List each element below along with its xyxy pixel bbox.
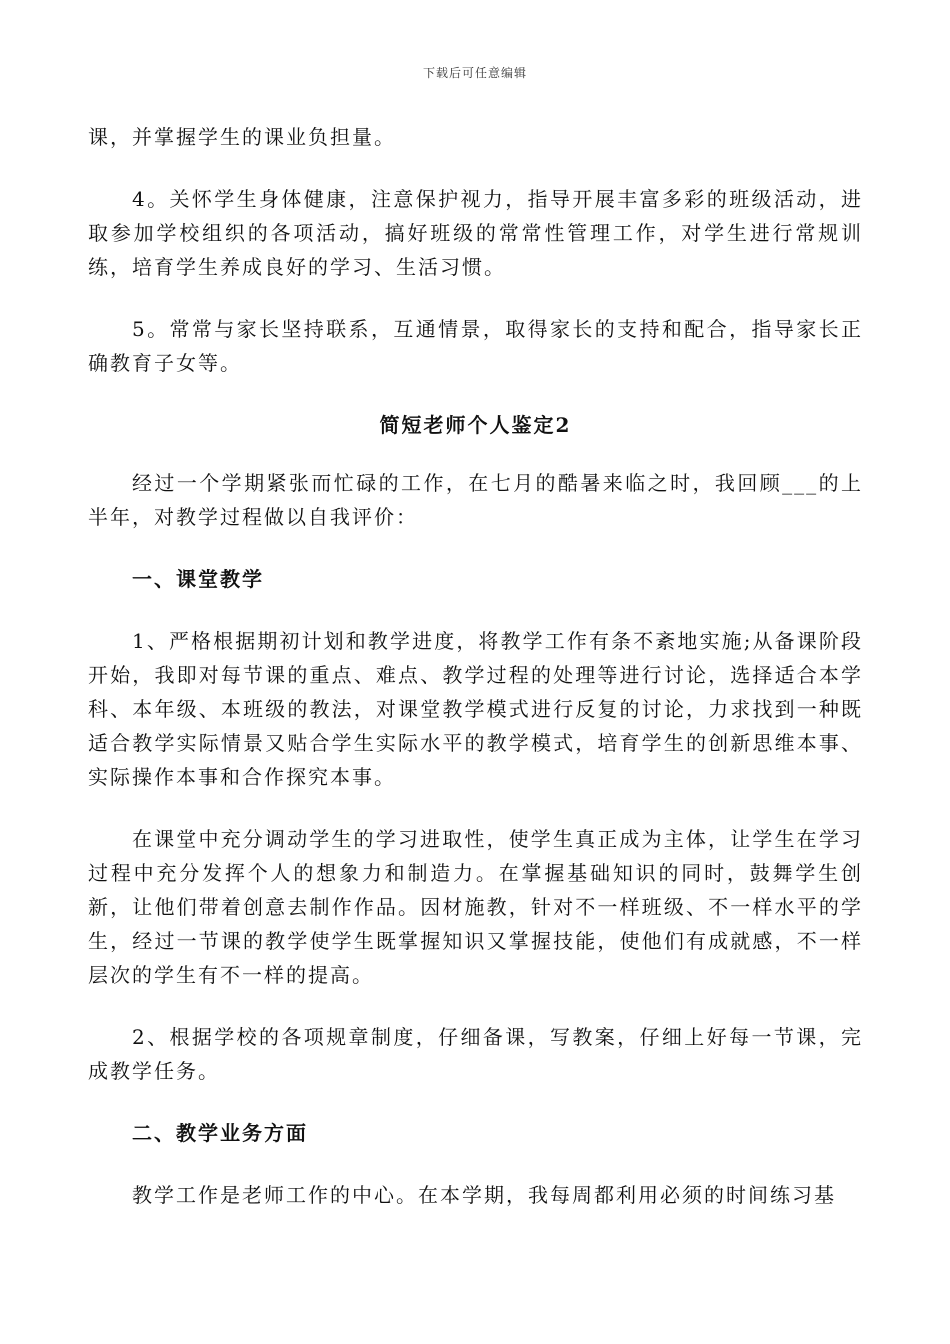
section-title: 简短老师个人鉴定2 — [379, 413, 572, 437]
paragraph-item-4: 4。关怀学生身体健康，注意保护视力，指导开展丰富多彩的班级活动，进取参加学校组织的各项活动，搞好班级的常常性管理工作，对学生进行常规训练，培育学生养成良好的学习、生活习惯。 — [88, 187, 863, 279]
document-body — [88, 120, 863, 1240]
heading-classroom-teaching: 一、课堂教学 — [132, 567, 264, 591]
heading-teaching-business: 二、教学业务方面 — [132, 1121, 308, 1145]
paragraph-continuation: 课，并掌握学生的课业负担量。 — [88, 125, 396, 149]
paragraph-point-2: 2、根据学校的各项规章制度，仔细备课，写教案，仔细上好每一节课，完成教学任务。 — [88, 1025, 863, 1083]
paragraph-intro: 经过一个学期紧张而忙碌的工作，在七月的酷暑来临之时，我回顾___的上半年，对教学过程做以自我评价： — [88, 471, 863, 529]
paragraph-teaching-work: 教学工作是老师工作的中心。在本学期，我每周都利用必须的时间练习基 — [132, 1183, 836, 1207]
paragraph-classroom: 在课堂中充分调动学生的学习进取性，使学生真正成为主体，让学生在学习过程中充分发挥个人的想象力和制造力。在掌握基础知识的同时，鼓舞学生创新，让他们带着创意去制作作品。因材施教，针对不一样班级、不一样水平的学生，经过一节课的教学使学生既掌握知识又掌握技能，使他们有成就感，不一样层次的学生有不一样的提高。 — [88, 827, 863, 987]
page-header: 下载后可任意编辑 — [422, 66, 527, 80]
paragraph-item-5: 5。常常与家长坚持联系，互通情景，取得家长的支持和配合，指导家长正确教育子女等。 — [88, 317, 863, 375]
paragraph-point-1: 1、严格根据期初计划和教学进度，将教学工作有条不紊地实施;从备课阶段开始，我即对每节课的重点、难点、教学过程的处理等进行讨论，选择适合本学科、本年级、本班级的教法，对课堂教学模式进行反复的讨论，力求找到一种既适合教学实际情景又贴合学生实际水平的教学模式，培育学生的创新思维本事、实际操作本事和合作探究本事。 — [88, 629, 863, 789]
